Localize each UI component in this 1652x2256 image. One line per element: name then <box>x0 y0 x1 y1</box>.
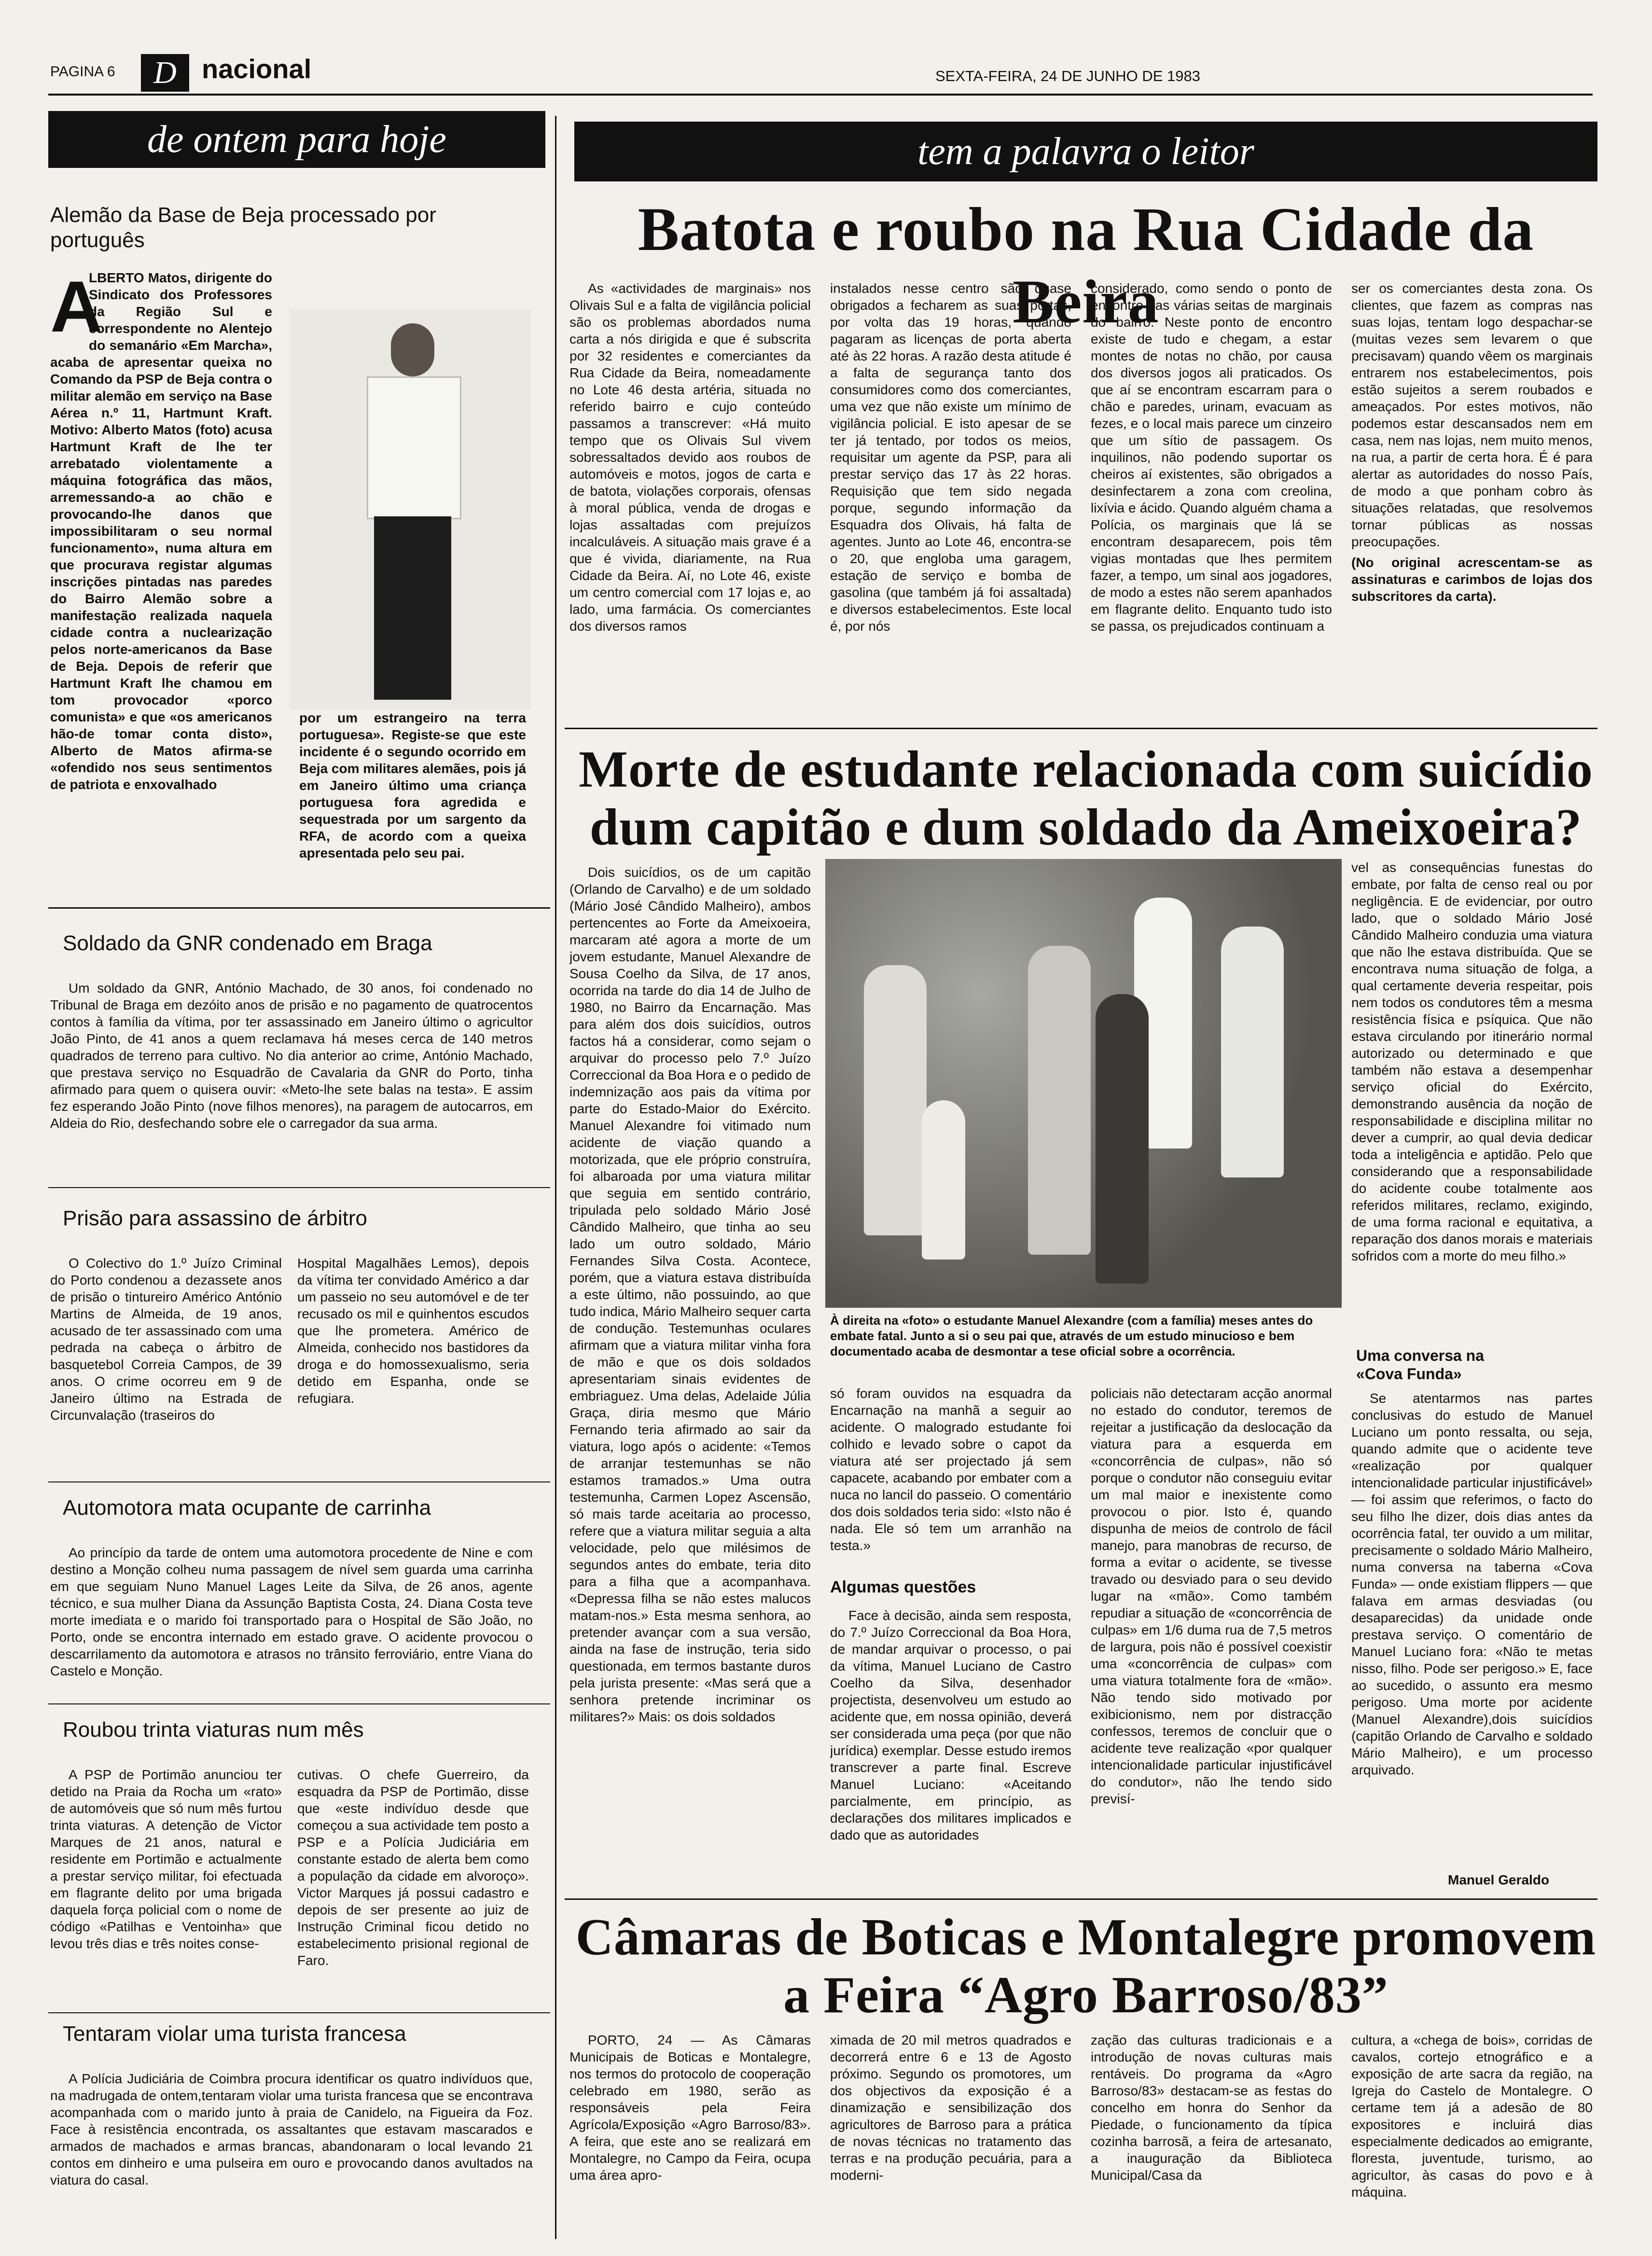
headline-camaras-line2: a Feira “Agro Barroso/83” <box>783 1966 1388 2024</box>
viaturas-col1: A PSP de Portimão anunciou ter detido na Praia da Rocha um «rato» de automóveis que só num mês furtou trinta viaturas. A detenção de Victor Marques de 21 anos, natural e residente em Portimão e actualmente a prestar serviço militar, foi efectuada em flagrante delito por uma brigada daquela força policial com o nome de código «Patilhas e Ventoinha» que levou três dias e três noites conse- <box>50 1767 282 1951</box>
headline-camaras-line1: Câmaras de Boticas e Montalegre promovem <box>575 1909 1596 1966</box>
headline-morte-line2: dum capitão e dum soldado da Ameixoeira? <box>589 799 1583 856</box>
camaras-col3: zação das culturas tradicionais e a introdução de novas culturas mais rentáveis. Do programa da «Agro Barroso/83» destacam-se as festas do concelho em honra do Senhor da Piedade, o funcionamento da típica cozinha barrosã, a feira de artesanato, a inauguração da Biblioteca Municipal/Casa da <box>1091 2033 1332 2183</box>
masthead-rule <box>48 94 1593 96</box>
headline-batota: Batota e roubo na Rua Cidade da Beira <box>638 195 1534 336</box>
divider <box>565 1898 1597 1900</box>
person-elder <box>864 965 927 1235</box>
person-student <box>1096 994 1149 1284</box>
viaturas-col2: cutivas. O chefe Guerreiro, da esquadra da PSP de Portimão, disse que «este indivíduo desde que começou a sua actividade tem posto a PSP e a Polícia Judiciária em constante estado de alerta bem como a população da cidade em alvoroço». Victor Marques já possui cadastro e depois de ser presente ao juiz de Instrução Criminal ficou detido no estabelecimento prisional regional de Faro. <box>297 1767 529 1968</box>
family-photo <box>825 859 1342 1308</box>
section-band-leitor <box>574 122 1597 181</box>
divider <box>48 1703 550 1704</box>
person-woman <box>1221 927 1284 1177</box>
article-title-automotora: Automotora mata ocupante de carrinha <box>63 1496 431 1520</box>
band-title: de ontem para hoje <box>147 118 446 161</box>
divider <box>48 907 550 909</box>
divider <box>48 2012 550 2013</box>
newspaper-logo: D <box>141 54 189 92</box>
person-child <box>922 1100 965 1259</box>
man-legs <box>374 516 451 700</box>
divider <box>48 1481 550 1482</box>
section-band-ontem <box>48 111 545 168</box>
batota-col3: considerado, como sendo o ponto de encontro das várias seitas de marginais do bairro. Neste ponto de encontro existe de tudo e chegam, a estar montes de notas no chão, por causa dos diversos jogos ali praticados. Os que aí se encontram escarram para o chão e paredes, urinam, evacuam as fezes, e o local mais parece um cinzeiro que um sítio de passagem. Os inquilinos, não podendo suportar os cheiros aí existentes, são obrigados a desinfectarem a zona com creolina, lixívia e ácido. Quando alguém chama a Polícia, os marginais que lá se encontram desaparecem, pois têm vigias montadas que lhes permitem fazer, a tempo, um sinal aos jogadores, de modo a estes não serem apanhados em flagrante delito. Enquanto tudo isto se passa, os prejudicados continuam a <box>1091 281 1332 634</box>
divider <box>48 1187 550 1188</box>
column-divider <box>555 116 556 2239</box>
article-title-gnr: Soldado da GNR condenado em Braga <box>63 931 432 955</box>
morte-col4-cova: Se atentarmos nas partes conclusivas do estudo de Manuel Luciano um ponto ressalta, ou seja, quando admite que o acidente teve «realização por qualquer intencionalidade particular injustificável» — foi assim que referimos, o facto do seu filho lhe dizer, dois dias antes da ocorrência fatal, ter ouvido a um militar, precisamente o soldado Mário Malheiro, numa conversa na taberna «Cova Funda» — onde existiam flippers — que falava em armas desviadas (ou desaparecidas) da unidade onde prestava serviço. O comentário de Manuel Luciano fora: «Não te metas nisso, filho. Pode ser perigoso.» E, face ao sucedido, o assunto era mesmo perigoso. Uma morte por acidente (Manuel Alexandre),dois suicídios (capitão Orlando de Carvalho e soldado Mário Malheiro), e um processo arquivado. <box>1351 1391 1593 1777</box>
headline-morte-line1: Morte de estudante relacionada com suicídio <box>579 741 1593 798</box>
band-title: tem a palavra o leitor <box>917 130 1254 173</box>
camaras-col4: cultura, a «chega de bois», corridas de cavalos, cortejo etnográfico e a exposição de arte sacra da região, na Igreja do Castelo de Montalegre. O certame tem já a adesão de 80 expositores e incluirá dias especialmente dedicados ao emigrante, floresta, juventude, turismo, ao agricultor, às casas do povo e à máquina. <box>1351 2033 1593 2200</box>
morte-col2-questoes: Face à decisão, ainda sem resposta, do 7.º Juízo Correccional da Boa Hora, de mandar arquivar o processo, o pai da vítima, Manuel Luciano de Castro Coelho da Silva, desenhador projectista, desenvolveu um estudo ao acidente que, em nossa opinião, deverá ser considerada uma peça (por que não jurídica) exemplar. Desse estudo iremos transcrever a parte final. Escreve Manuel Luciano: «Aceitando parcialmente, em princípio, as declarações dos militares implicados e dado que as autoridades <box>830 1608 1071 1842</box>
divider <box>565 728 1597 729</box>
section-name: nacional <box>202 54 312 84</box>
article-title-beja: Alemão da Base de Beja processado por português <box>50 203 436 252</box>
beja-photo <box>290 309 531 709</box>
arbitro-col2: Hospital Magalhães Lemos), depois da vítima ter convidado Américo a dar um passeio no seu automóvel e de ter recusado os mil e quinhentos escudos que lhe prometera. Américo de Almeida, conhecido nos bastidores da droga e do homossexualismo, seria detido em Espanha, onde se refugiara. <box>297 1256 529 1406</box>
batota-col2: instalados nesse centro são quase obrigados a fecharem as suas portas, por volta das 19 horas, quando pagaram as licenças de porta aberta até às 22 horas. A razão desta atitude é a falta de segurança tanto dos consumidores como dos comerciantes, uma vez que não existe um mínimo de vigilância policial. E isto apesar de se ter já tentado, por todos os meios, requisitar um agente da PSP, para ali prestar serviço das 17 às 22 horas. Requisição que tem sido negada porque, segundo informação da Esquadra dos Olivais, há falta de agentes. Junto ao Lote 46, encontra-se o 20, que engloba uma garagem, estação de serviço e bomba de gasolina (que também já foi assaltada) e diversos estabelecimentos. Este local é, por nós <box>830 281 1071 634</box>
beja-continuation: por um estrangeiro na terra portuguesa». Registe-se que este incidente é o segundo ocorrido em Beja com militares alemães, pois já em Janeiro último uma criança portuguesa fora agredida e sequestrada por um sargento da RFA, de acordo com a queixa apresentada pelo seu pai. <box>299 710 526 860</box>
subhead-questoes: Algumas questões <box>830 1578 976 1596</box>
byline: Manuel Geraldo <box>1448 1872 1550 1887</box>
issue-date: SEXTA-FEIRA, 24 DE JUNHO DE 1983 <box>935 68 1200 84</box>
camaras-col2: ximada de 20 mil metros quadrados e decorrerá entre 6 e 13 de Agosto próximo. Segundo os promotores, um dos objectivos da exposição é a dinamização e sensibilização dos agricultores de Barroso para a prática de novas técnicas no tratamento das terras e na produção pecuária, para a moderni- <box>830 2033 1071 2183</box>
batota-col4: ser os comerciantes desta zona. Os clientes, que fazem as compras nas suas lojas, tentam logo despachar-se (muitas vezes sem levarem o que precisavam) quando vêem os marginais entrarem nos estabelecimentos, pois estão sujeitos a serem roubados e ameaçados. Por estes motivos, não podemos estar descansados nem em casa, nem nas lojas, nem muito menos, na rua, a partir de certa hora. É é para alertar as autoridades do nosso País, de modo a que ponham cobro às situações relatadas, que resolvemos tornar públicas as nossas preocupações. (No original acrescentam-se as assinaturas e carimbos de lojas dos subscritores da carta). <box>1351 281 1593 604</box>
article-title-viaturas: Roubou trinta viaturas num mês <box>63 1718 364 1742</box>
page-number: PAGINA 6 <box>50 64 115 80</box>
morte-col3-below: policiais não detectaram acção anormal no estado do condutor, teremos de rejeitar a justificação da deslocação da viatura para a esquerda em «concorrência de culpas», não só porque o condutor não conseguiu evitar um mal maior e inexistente como provocou o pior. Isto é, quando dispunha de meios de controlo de fácil manejo, para manobras de recurso, de forma a evitar o acidente, se tivesse travado ou desviado para o seu devido lugar na «mão». Como também repudiar a situação de «concorrência de culpas» em 1/6 duma rua de 7,5 metros de largura, pois não é possível coexistir uma «concorrência de culpas» com uma viatura totalmente fora de «mão». Não tendo sido motivado por exibicionismo, nem por distracção confessos, teremos de concluir que o acidente teve realização «por qualquer intencionalidade particular injustificável do condutor», não lhe tendo sido previsí- <box>1091 1386 1332 1806</box>
turista-body: A Polícia Judiciária de Coimbra procura identificar os quatro indivíduos que, na madrugada de ontem,tentaram violar uma turista francesa que se encontrava acompanhada com o marido junto à praia de Canidelo, na Figueira da Foz. Face à resistência encontrada, os assaltantes que estavam mascarados e armados de machados e armas brancas, abandonaram o local levando 21 contos em dinheiro e uma pulseira em ouro e provocando danos avultados na viatura do casal. <box>50 2071 533 2187</box>
morte-col1: Dois suicídios, os de um capitão (Orlando de Carvalho) e de um soldado (Mário José Cândido Malheiro), ambos pertencentes ao Forte da Ameixoeira, marcaram até agora a morte de um jovem estudante, Manuel Alexandre de Sousa Coelho da Silva, de 17 anos, ocorrida na tarde do dia 14 de Julho de 1980, no Bairro da Encarnação. Mas para além dos dois suicídios, outros factos há a considerar, como sejam o arquivar do processo pelo 7.º Juízo Correccional da Boa Hora e o pedido de indemnização aos pais da vítima por parte do Estado-Maior do Exército. Manuel Alexandre foi vitimado num acidente de viação quando a motorizada, que ele próprio construíra, foi albaroada por uma viatura militar que seguia em sentido contrário, tripulada pelo soldado Mário José Cândido Malheiro, que tinha ao seu lado um outro soldado, Mário Fernandes Silva Costa. Acontece, porém, que a viatura estava distribuída a este último, não possuindo, ao que tudo indica, Mário Malheiro sequer carta de condução. Testemunhas oculares afirmam que a viatura militar vinha fora de mão e que os dois soldados apresentariam sinais evidentes de embriaguez. Uma delas, Adelaide Júlia Graça, diria mesmo que Mário Fernando teria afirmado ao sair da viatura, logo após o acidente: «Temos de arranjar testemunhas se não estamos tramados.» Uma outra testemunha, Carmen Lopez Ascensão, só mais tarde aceitaria ao processo, refere que a viatura militar seguia a alta velocidade, pelo que milésimos de segundos antes do embate, teria dito para a filha que a acompanhava. «Depressa filha se não estes malucos matam-nos.» Esta mesma senhora, ao pretender avançar com a sua versão, ainda na fase de instrução, teria sido questionada, em termos bastante duros pela jurista presente: «Mas será que a senhora pretende incriminar os militares?» Mais: os dois soldados <box>569 865 811 1724</box>
man-shirt <box>367 376 461 519</box>
article-title-arbitro: Prisão para assassino de árbitro <box>63 1206 367 1230</box>
automotora-body: Ao princípio da tarde de ontem uma automotora procedente de Nine e com destino a Monção colheu numa passagem de nível sem guarda uma carrinha em que seguiam Nuno Manuel Lages Leite da Silva, de 26 anos, agente técnico, e sua mulher Diana da Assunção Baptista Costa, 24. Diana Costa teve morte imediata e o marido foi transportado para o Hospital de São João, no Porto, onde se encontra internado em estado grave. O acidente provocou o descarrilamento da automotora e atrasos no trânsito ferroviário, entre Viana do Castelo e Monção. <box>50 1545 533 1678</box>
arbitro-col1: O Colectivo do 1.º Juízo Criminal do Porto condenou a dezassete anos de prisão o tintureiro Américo António Martins de Almeida, de 19 anos, acusado de ter assassinado com uma pedrada na cabeça o árbitro de basquetebol Correia Campos, de 39 anos. O crime ocorreu em 9 de Janeiro último na Estrada de Circunvalação (traseiros do <box>50 1256 282 1423</box>
batota-col1: As «actividades de marginais» nos Olivais Sul e a falta de vigilância policial são os problemas abordados numa carta a nós dirigida e que é subscrita por 32 residentes e comerciantes da Rua Cidade da Beira, nomeadamente no Lote 46 desta artéria, situada no referido bairro e cujo conteúdo passamos a transcrever: «Há muito tempo que os Olivais Sul vivem sobressaltados devido aos roubos de automóveis e motos, jogos de carta e de batota, violações corporais, ofensas à moral pública, venda de drogas e lojas assaltadas com prejuízos incalculáveis. A situação mais grave é a que é vivida, diariamente, na Rua Cidade da Beira. Aí, no Lote 46, existe um centro comercial com 17 lojas e, ao lado, uma farmácia. Os comerciantes dos diversos ramos <box>569 281 811 634</box>
batota-note: (No original acrescentam-se as assinaturas e carimbos de lojas dos subscritores da carta). <box>1351 555 1593 604</box>
photo-caption: À direita na «foto» o estudante Manuel Alexandre (com a família) meses antes do embate fatal. Junto a si o seu pai que, através de um estudo minucioso e bem documentado acaba de desmontar a tese oficial sobre a ocorrência. <box>830 1313 1313 1358</box>
person-mother <box>1028 946 1091 1255</box>
article-title-turista: Tentaram violar uma turista francesa <box>63 2022 406 2046</box>
morte-col4-top: vel as consequências funestas do embate, por falta de censo real ou por negligência. E de evidenciar, por outro lado, que o soldado Mário José Cândido Malheiro conduzia uma viatura que não lhe estava distribuída. Que se encontrava numa situação de folga, a qual certamente deveria respeitar, pois nem todos os condutores têm a mesma resistência física e psíquica. Que não estava circulando por itinerário normal autorizado ou determinado e que também não estava a desempenhar serviço oficial do Exército, demonstrando ausência da noção de responsabilidade e disciplina militar no dever a cumprir, ao qual devia dedicar toda a inteligência e aptidão. Pelo que considerando que a responsabilidade do acidente coube totalmente aos referidos militares, reclamo, exigindo, de uma forma racional e equitativa, a reparação dos danos morais e materiais sofridos com a morte do meu filho.» <box>1351 860 1593 1263</box>
gnr-body: Um soldado da GNR, António Machado, de 30 anos, foi condenado no Tribunal de Braga em dezóito anos de prisão e no pagamento de quatrocentos contos à família da vítima, por ter assassinado em Janeiro último o agricultor João Pinto, de 41 anos a quem reclamava há meses cerca de 140 metros quadrados de terreno para cultivo. No dia anterior ao crime, António Machado, que prestava serviço no Esquadrão de Cavalaria da GNR do Porto, tinha afirmado para quem o quisera ouvir: «Meto-lhe sete balas na testa». E assim fez esperando João Pinto (nove filhos menores), na paragem de autocarros, em Aldeia do Rio, desfechando sobre ele o carregador da sua arma. <box>50 981 533 1131</box>
drop-cap: A <box>50 266 103 347</box>
morte-col2-below: só foram ouvidos na esquadra da Encarnação na manhã a seguir ao acidente. O malogrado estudante foi colhido e levado sobre o capot da viatura até ser projectado já sem capacete, acabando por embater com a nuca no lancil do passeio. O comentário dos dois soldados teria sido: «Isto não é nada. Ele só tem um arranhão na testa.» <box>830 1386 1071 1553</box>
subhead-cova-funda: Uma conversa na «Cova Funda» <box>1356 1347 1485 1383</box>
camaras-col1: PORTO, 24 — As Câmaras Municipais de Boticas e Montalegre, nos termos do protocolo de cooperação celebrado em 1980, serão as responsáveis pela Feira Agrícola/Exposição «Agro Barroso/83». A feira, que este ano se realizará em Montalegre, no Campo da Feira, ocupa uma área apro- <box>569 2033 811 2183</box>
beja-lead: LBERTO Matos, dirigente do Sindicato dos Professores da Região Sul e correspondente no Alentejo do semanário «Em Marcha», acaba de apresentar queixa no Comando da PSP de Beja contra o militar alemão em serviço na Base Aérea n.º 11, Hartmunt Kraft. Motivo: Alberto Matos (foto) acusa Hartmunt Kraft de lhe ter arrebatado violentamente a máquina fotográfica das mãos, arremessando-a ao chão e provocando-lhe danos que impossibilitaram o seu normal funcionamento», numa altura em que procurava registar algumas inscrições pintadas nas paredes do Bairro Alemão sobre a manifestação realizada naquela cidade contra a nuclearização pelos norte-americanos da Base de Beja. Depois de referir que Hartmunt Kraft lhe chamou em tom provocador «porco comunista» e que «os americanos hão-de tomar conta disto», Alberto de Matos afirma-se «ofendido nos seus sentimentos de patriota e enxovalhado <box>50 270 272 792</box>
man-head <box>391 323 434 376</box>
